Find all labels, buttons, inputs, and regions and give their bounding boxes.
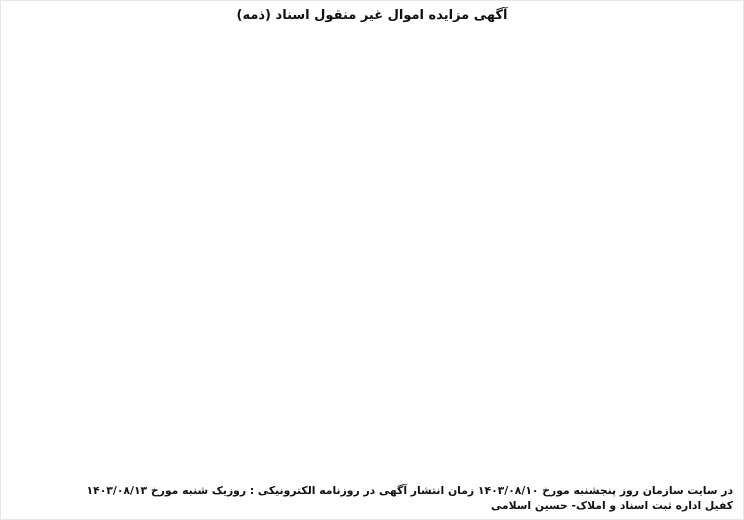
notice-title: آگهی مزایده اموال غیر منقول اسناد (ذمه) bbox=[236, 8, 508, 23]
notice-body bbox=[11, 27, 733, 484]
notice-footer bbox=[11, 484, 733, 513]
signature: کفیل اداره ثبت اسناد و املاک- حسین اسلامی bbox=[491, 498, 733, 512]
publication-dates: در سایت سازمان روز پنجشنبه مورخ ۱۴۰۳/۰۸/۱۰ زمان انتشار آگهی در روزنامه الکترونیکی : روزیک شنبه مورخ ۱۴۰۳/۰۸/۱۳ bbox=[86, 484, 733, 497]
